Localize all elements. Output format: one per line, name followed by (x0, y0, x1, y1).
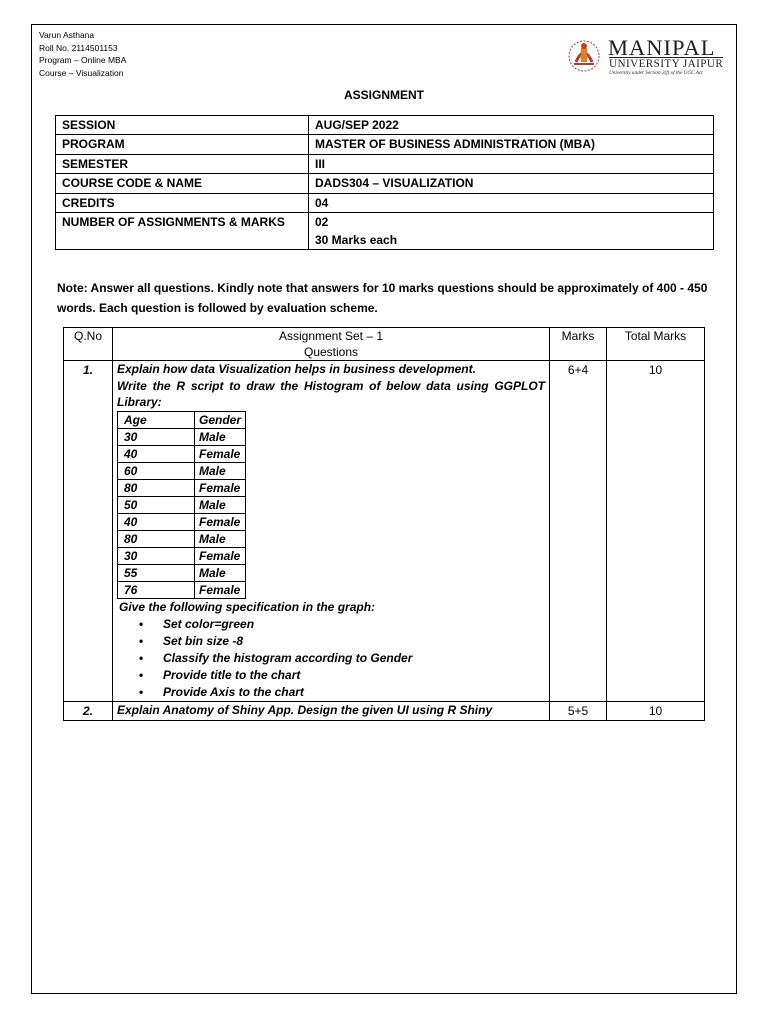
data-row (118, 445, 246, 462)
info-value: III (309, 154, 714, 173)
questions-header-row (64, 328, 705, 361)
spec-item: • Provide title to the chart (163, 667, 545, 684)
spec-item: • Set bin size -8 (163, 633, 545, 650)
gender-cell: Female (195, 479, 246, 496)
info-key: CREDITS (56, 193, 309, 212)
course-line: Course – Visualization (39, 67, 124, 78)
question-number: 2. (64, 701, 113, 721)
student-name: Varun Asthana (39, 30, 95, 40)
question-number: 1. (64, 361, 113, 702)
spec-list (117, 616, 545, 701)
info-row (56, 116, 714, 135)
info-key: PROGRAM (56, 135, 309, 154)
data-header-row (118, 411, 246, 428)
spec-item: • Provide Axis to the chart (163, 684, 545, 701)
data-row (118, 564, 246, 581)
data-row (118, 530, 246, 547)
logo-university: UNIVERSITY JAIPUR (609, 58, 724, 70)
logo-name: MANIPAL (608, 35, 716, 60)
info-key: COURSE CODE & NAME (56, 174, 309, 193)
header-total-marks: Total Marks (607, 328, 705, 361)
marks-each: 30 Marks each (315, 232, 398, 247)
program-line: Program – Online MBA (39, 55, 127, 66)
info-row (56, 212, 714, 249)
spec-item: • Classify the histogram according to Gender (163, 650, 545, 667)
gender-cell: Male (195, 496, 246, 513)
question-row (64, 701, 705, 721)
info-value: DADS304 – VISUALIZATION (309, 174, 714, 193)
gender-cell: Female (195, 581, 246, 598)
roll-number: Roll No. 2114501153 (39, 42, 118, 53)
course-info-table (55, 115, 714, 250)
gender-cell: Male (195, 530, 246, 547)
data-row (118, 496, 246, 513)
age-cell: 80 (118, 530, 195, 547)
age-cell: 30 (118, 428, 195, 445)
info-value (309, 212, 714, 249)
age-cell: 60 (118, 462, 195, 479)
gender-cell: Male (195, 462, 246, 479)
gender-cell: Female (195, 547, 246, 564)
info-value: 04 (309, 193, 714, 212)
age-gender-data-table (117, 411, 246, 599)
assignments-count: 02 (315, 214, 329, 229)
data-row (118, 462, 246, 479)
data-row (118, 428, 246, 445)
question-total-marks: 10 (607, 701, 705, 721)
info-key: NUMBER OF ASSIGNMENTS & MARKS (56, 212, 309, 249)
age-cell: 50 (118, 496, 195, 513)
gender-cell: Female (195, 445, 246, 462)
info-key: SESSION (56, 116, 309, 135)
question-total-marks: 10 (607, 361, 705, 702)
header-questions (113, 328, 550, 361)
question-line: Library: (117, 395, 162, 410)
gender-cell: Male (195, 564, 246, 581)
header-marks: Marks (550, 328, 607, 361)
logo-subtitle: University under Section 2(f) of the UGC Act (609, 70, 703, 76)
question-marks: 5+5 (550, 701, 607, 721)
university-logo (562, 36, 732, 80)
age-cell: 80 (118, 479, 195, 496)
gender-cell: Female (195, 513, 246, 530)
info-row (56, 135, 714, 154)
data-header-gender: Gender (195, 411, 246, 428)
info-row (56, 154, 714, 173)
header-set: Assignment Set – 1 (278, 329, 384, 343)
data-row (118, 547, 246, 564)
header-qno: Q.No (64, 328, 113, 361)
questions-table (63, 327, 705, 721)
spec-item: • Set color=green (163, 616, 545, 633)
age-cell: 30 (118, 547, 195, 564)
question-marks: 6+4 (550, 361, 607, 702)
gender-cell: Male (195, 428, 246, 445)
age-cell: 40 (118, 513, 195, 530)
info-value: AUG/SEP 2022 (309, 116, 714, 135)
question-row (64, 361, 705, 702)
info-row (56, 193, 714, 212)
info-row (56, 174, 714, 193)
question-body (113, 361, 550, 702)
info-value: MASTER OF BUSINESS ADMINISTRATION (MBA) (309, 135, 714, 154)
question-body: Explain Anatomy of Shiny App. Design the given UI using R Shiny (113, 701, 550, 721)
student-details (39, 29, 126, 79)
page-title: ASSIGNMENT (343, 88, 424, 102)
age-cell: 76 (118, 581, 195, 598)
question-line: Explain how data Visualization helps in business development. (117, 362, 476, 376)
header-questions-label: Questions (303, 345, 359, 359)
data-header-age: Age (118, 411, 195, 428)
data-row (118, 581, 246, 598)
university-seal-icon (562, 36, 606, 80)
info-key: SEMESTER (56, 154, 309, 173)
note-text: Note: Answer all questions. Kindly note that answers for 10 marks questions should be approximately of 400 - 450 words. Each question is followed by evaluation scheme. (57, 281, 708, 315)
age-cell: 55 (118, 564, 195, 581)
age-cell: 40 (118, 445, 195, 462)
question-line: Write the R script to draw the Histogram of below data using GGPLOT (117, 378, 545, 393)
spec-intro: Give the following specification in the graph: (119, 599, 376, 614)
data-row (118, 479, 246, 496)
data-row (118, 513, 246, 530)
